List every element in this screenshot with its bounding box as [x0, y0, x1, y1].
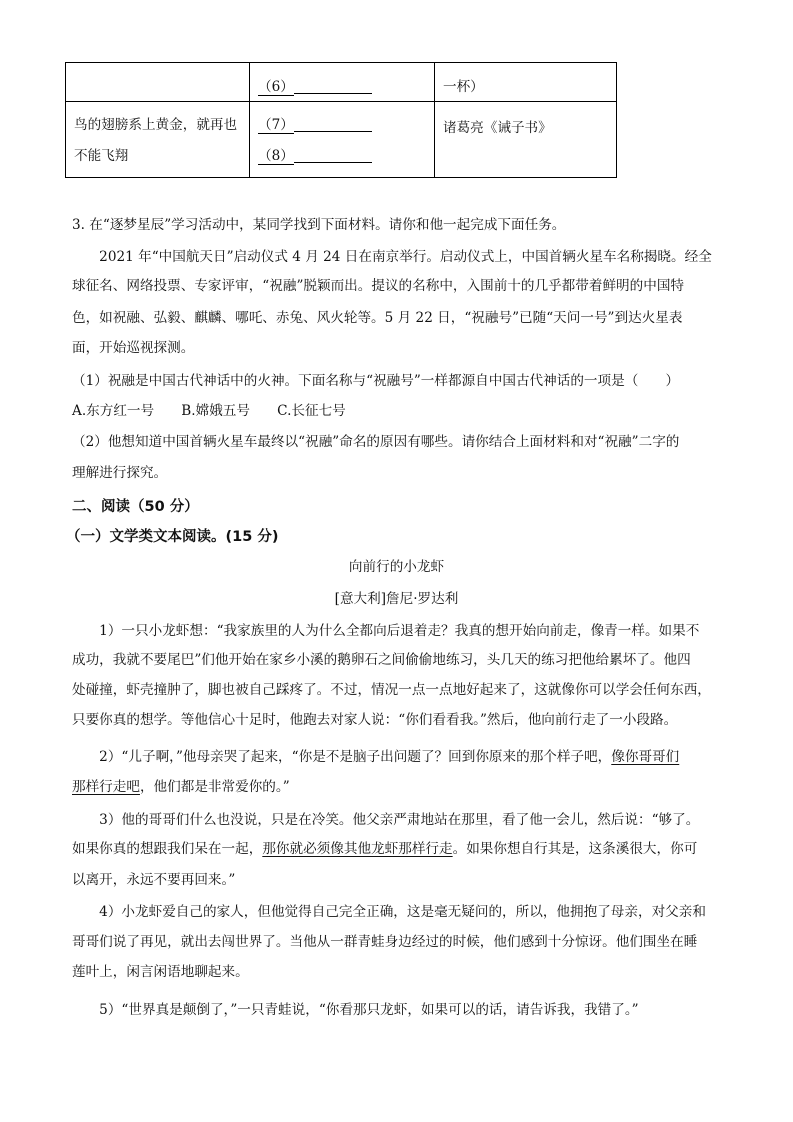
text-line [72, 277, 684, 295]
text-segment: 2）“儿子啊，”他母亲哭了起来，“你是不是脑子出问题了？回到你原来的那个样子吧， [72, 749, 612, 765]
blank-label-8: （8） [258, 148, 294, 164]
text-line [72, 933, 697, 951]
text-segment: 处碰撞，虾壳撞肿了，脚也被自己踩疼了。不过，情况一点一点地好起来了，这就像你可以学会任何东西， [72, 682, 711, 698]
text-segment: 3）他的哥哥们什么也没说，只是在冷笑。他父亲严肃地站在那里，看了他一会儿，然后说：“够了。 [72, 812, 700, 828]
answer-blank-7[interactable] [294, 117, 372, 132]
underlined-text: 那你就必须像其他龙虾那样行走 [262, 841, 453, 857]
text-line [72, 871, 235, 889]
text-segment: 哥哥们说了再见，就出去闯世界了。当他从一群青蛙身边经过的时候，他们感到十分惊讶。他们围坐在睡 [72, 934, 698, 950]
text-segment: 2021 年“中国航天日”启动仪式 4 月 24 日在南京举行。启动仪式上，中国首辆火星车名称揭晓。经全 [72, 249, 712, 265]
text-segment: 莲叶上，闲言闲语地聊起来。 [72, 964, 249, 980]
story-title: 向前行的小龙虾 [348, 559, 445, 575]
answer-table [65, 62, 617, 178]
text-line [72, 433, 679, 451]
text-segment: ，他们都是非常爱你的。” [139, 779, 290, 795]
text-line [72, 464, 167, 482]
text-line [72, 1001, 639, 1019]
text-line [72, 903, 706, 921]
text-segment: 如果你真的想跟我们呆在一起， [72, 841, 263, 857]
text-line [72, 309, 682, 327]
story-author: [意大利]詹尼·罗达利 [334, 591, 459, 607]
text-segment: （2）他想知道中国首辆火星车最终以“祝融”命名的原因有哪些。请你结合上面材料和对“祝融”二字的 [72, 434, 680, 450]
text-line [72, 248, 712, 266]
blank-label-7: （7） [258, 117, 294, 133]
underlined-text: 像你哥哥们 [611, 749, 680, 765]
table-cell [66, 102, 250, 178]
text-line [72, 622, 699, 640]
text-segment: 3. 在“逐梦星辰”学习活动中，某同学找到下面材料。请你和他一起完成下面任务。 [72, 217, 566, 233]
subsection-heading: （一）文学类文本阅读。(15 分) [66, 529, 279, 545]
text-line [72, 840, 697, 858]
text-segment: 只要你真的想学。等他信心十足时，他跑去对家人说：“你们看看我。”然后，他向前行走了一小段路。 [72, 712, 678, 728]
text-segment: 5）“世界真是颠倒了，”一只青蛙说，“你看那只龙虾，如果可以的话，请告诉我，我错了。” [72, 1002, 639, 1018]
table-cell [250, 63, 435, 102]
section-heading: 二、阅读（50 分） [72, 499, 199, 515]
text-line [72, 681, 711, 699]
text-segment: 面，开始巡视探测。 [72, 340, 195, 356]
text-segment: 球征名、网络投票、专家评审，“祝融”脱颖而出。提议的名称中，入围前十的几乎都带着鲜明的中国特 [72, 278, 685, 294]
text-segment: （1）祝融是中国古代神话中的火神。下面名称与“祝融号”一样都源自中国古代神话的一项是（ ） [72, 373, 680, 389]
answer-blank-8[interactable] [294, 148, 372, 163]
quote-line: 鸟的翅膀系上黄金，就再也 [74, 117, 238, 133]
text-line [72, 402, 346, 420]
quote-line: 不能飞翔 [74, 148, 129, 164]
answer-blank-6[interactable] [294, 79, 372, 94]
text-segment: 成功，我就不要尾巴”们他开始在家乡小溪的鹅卵石之间偷偷地练习，头几天的练习把他给累坏了。他四 [72, 652, 691, 668]
table-cell: 一杯） [435, 63, 617, 102]
text-segment: 。如果你想自行其是，这条溪很大，你可 [452, 841, 698, 857]
text-line [72, 748, 679, 766]
text-segment: A.东方红一号 B.嫦娥五号 C.长征七号 [72, 403, 346, 419]
table-cell: 诸葛亮《诫子书》 [435, 102, 617, 178]
blank-label-6: （6） [258, 79, 294, 95]
text-segment: 1）一只小龙虾想：“我家族里的人为什么全都向后退着走？我真的想开始向前走，像青一样。如果不 [72, 623, 700, 639]
text-line [72, 372, 679, 390]
text-segment: 4）小龙虾爱自己的家人，但他觉得自己完全正确，这是毫无疑问的，所以，他拥抱了母亲，对父亲和 [72, 904, 706, 920]
text-segment: 色，如祝融、弘毅、麒麟、哪吒、赤兔、风火轮等。5 月 22 日，“祝融号”已随“天问一号”到达火星表 [72, 310, 683, 326]
text-segment: 理解进行探究。 [72, 465, 168, 481]
underlined-text: 那样行走吧 [72, 779, 140, 795]
text-line [72, 778, 290, 796]
text-line [72, 711, 677, 729]
text-line [72, 216, 565, 234]
text-segment: 以离开，永远不要再回来。” [72, 872, 236, 888]
text-line [72, 339, 194, 357]
table-cell [250, 102, 435, 178]
table-cell [66, 63, 250, 102]
text-line [72, 651, 691, 669]
text-line [72, 963, 249, 981]
text-line [72, 811, 699, 829]
